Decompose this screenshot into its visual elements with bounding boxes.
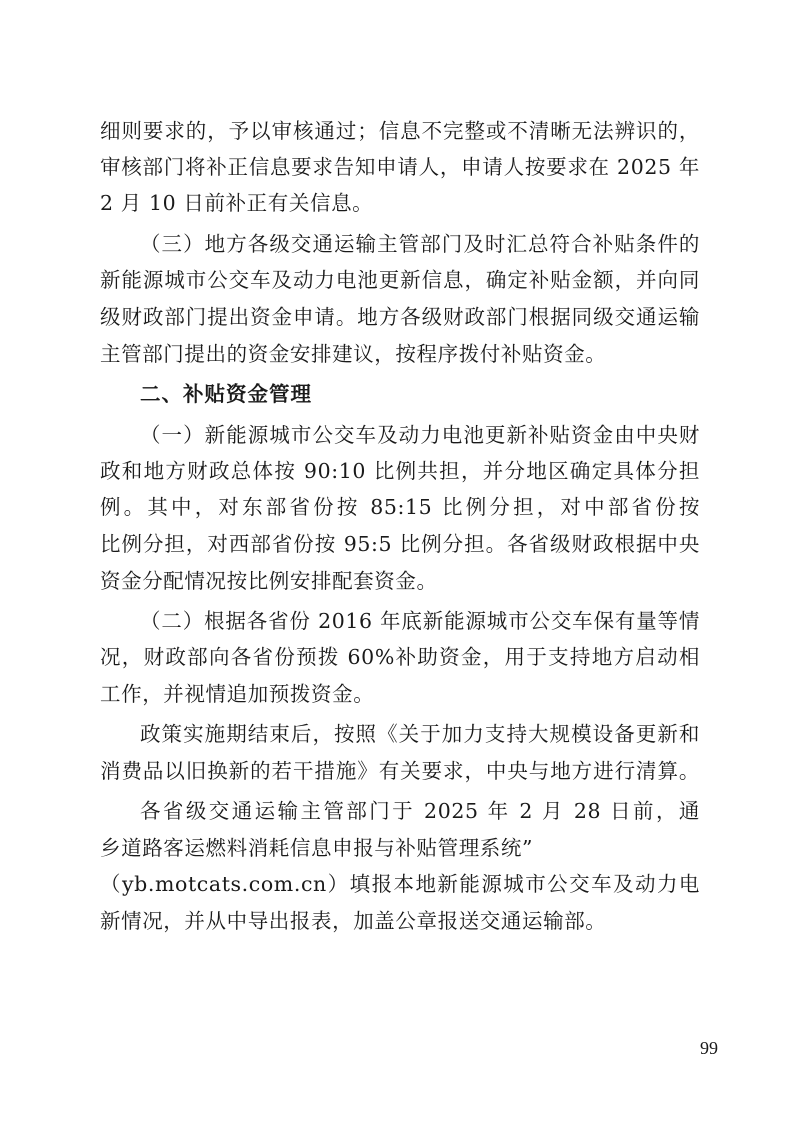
text-line: 政和地方财政总体按 90:10 比例共担，并分地区确定具体分担 (100, 459, 700, 483)
text-line: 例。其中，对东部省份按 85:15 比例分担，对中部省份按 (100, 495, 700, 519)
page-number: 99 (700, 1038, 718, 1058)
text-line: （二）根据各省份 2016 年底新能源城市公交车保有量等情 (140, 609, 700, 633)
text-line: 乡道路客运燃料消耗信息申报与补贴管理系统” (100, 836, 534, 860)
text-line: 审核部门将补正信息要求告知申请人，申请人按要求在 2025 年 (100, 155, 700, 179)
text-line: 主管部门提出的资金安排建议，按程序拨付补贴资金。 (100, 342, 607, 366)
text-line: （一）新能源城市公交车及动力电池更新补贴资金由中央财 (140, 423, 700, 447)
text-line: 2 月 10 日前补正有关信息。 (100, 191, 374, 215)
text-line: 新能源城市公交车及动力电池更新信息，确定补贴金额，并向同 (100, 268, 700, 292)
text-line: 细则要求的，予以审核通过；信息不完整或不清晰无法辨识的， (100, 119, 700, 143)
text-line: （三）地方各级交通运输主管部门及时汇总符合补贴条件的 (140, 232, 700, 256)
text-line: 工作，并视情追加预拨资金。 (100, 682, 375, 706)
text-line: 政策实施期结束后，按照《关于加力支持大规模设备更新和 (140, 722, 700, 746)
text-line: 新情况，并从中导出报表，加盖公章报送交通运输部。 (100, 909, 607, 933)
text-line: 资金分配情况按比例安排配套资金。 (100, 569, 438, 593)
text-line: 况，财政部向各省份预拨 60%补助资金，用于支持地方启动相 (100, 645, 700, 669)
text-line: 消费品以旧换新的若干措施》有关要求，中央与地方进行清算。 (100, 759, 700, 783)
text-line: 比例分担，对西部省份按 95:5 比例分担。各省级财政根据中央 (100, 532, 700, 556)
text-line: 级财政部门提出资金申请。地方各级财政部门根据同级交通运输 (100, 305, 700, 329)
text-line: 各省级交通运输主管部门于 2025 年 2 月 28 日前，通 (140, 799, 700, 823)
section-heading: 二、补贴资金管理 (140, 382, 312, 406)
text-line: （yb.motcats.com.cn）填报本地新能源城市公交车及动力电 (100, 872, 700, 896)
